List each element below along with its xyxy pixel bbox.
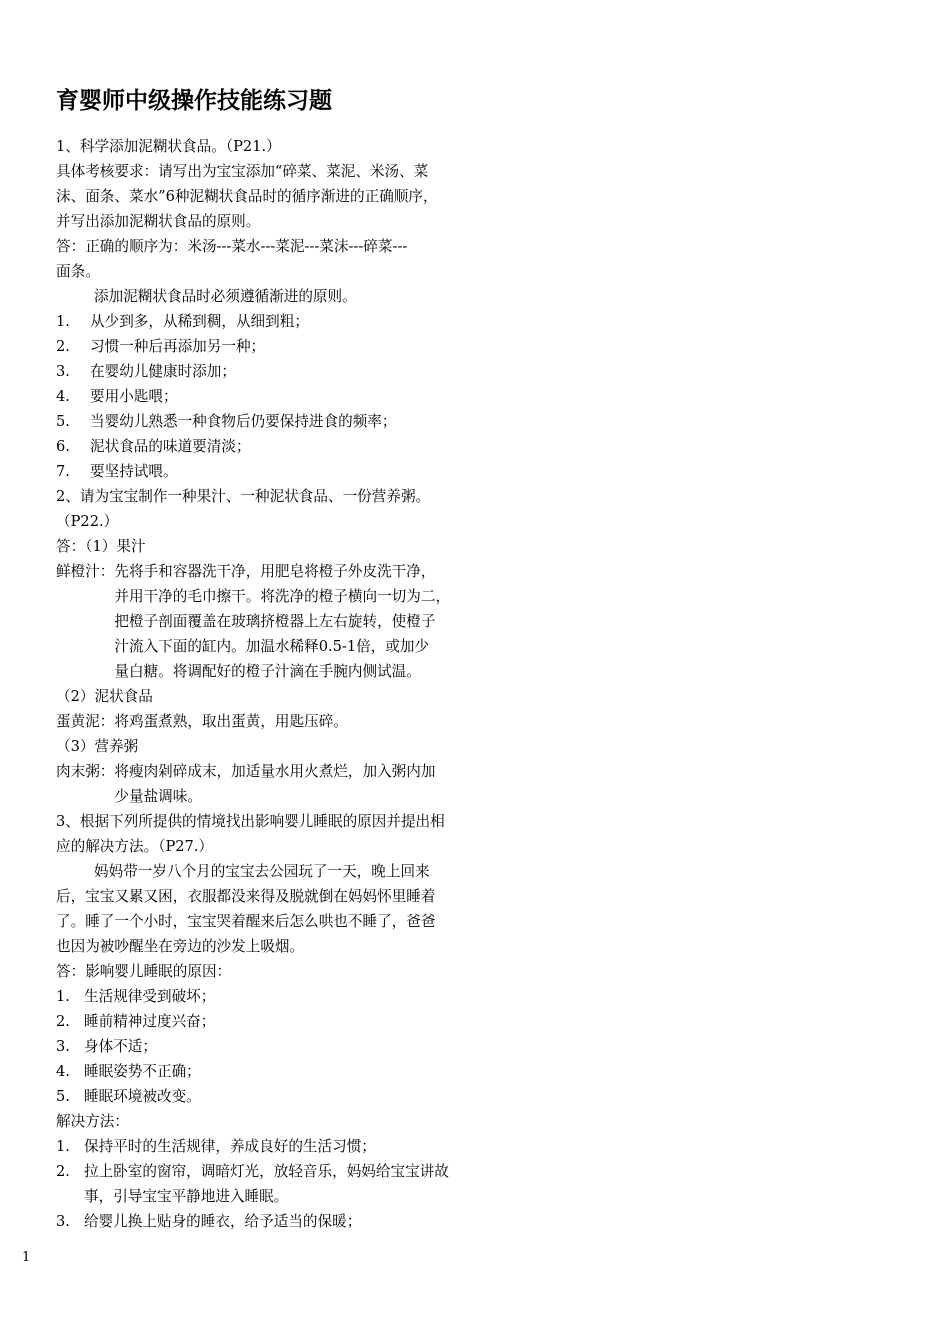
q1-heading: 1、科学添加泥糊状食品。（P21.）: [56, 138, 281, 155]
recipe-text: [114, 559, 501, 684]
q3-solution-intro: 解决方法：: [56, 1113, 129, 1130]
list-item: [56, 384, 501, 409]
list-text: 要用小匙喂；: [90, 388, 178, 405]
recipe-line: 量白糖。将调配好的橙子汁滴在手腕内侧试温。: [114, 663, 421, 680]
list-number: 1.: [56, 313, 70, 330]
q2-heading: （P22.）: [56, 513, 119, 530]
list-item: [56, 309, 501, 334]
q1-requirement-line: 沫、面条、菜水”6种泥糊状食品时的循序渐进的正确顺序，: [56, 188, 438, 205]
recipe-line: 将鸡蛋煮熟，取出蛋黄，用匙压碎。: [114, 713, 348, 730]
list-text: 睡眠姿势不正确；: [84, 1063, 201, 1080]
q2-answer-juice: 答：（1）果汁: [56, 538, 146, 555]
list-number: 2.: [56, 338, 70, 355]
list-number: 6.: [56, 438, 70, 455]
list-number: 2.: [56, 1163, 70, 1180]
recipe-label: 鲜橙汁：: [56, 563, 115, 580]
list-number: 1.: [56, 1138, 70, 1155]
list-item: [56, 1159, 501, 1209]
list-item: [56, 1009, 501, 1034]
recipe-text: [114, 759, 501, 809]
recipe-line: 将瘦肉剁碎成末，加适量水用火煮烂，加入粥内加: [114, 763, 436, 780]
recipe-line: 汁流入下面的缸内。加温水稀释0.5-1倍，或加少: [114, 638, 430, 655]
q3-scenario-line: 了。睡了一个小时，宝宝哭着醒来后怎么哄也不睡了，爸爸: [56, 913, 436, 930]
list-item: [56, 1209, 501, 1234]
recipe-line: 少量盐调味。: [114, 788, 202, 805]
list-item: [56, 1134, 501, 1159]
recipe-line: 并用干净的毛巾擦干。将洗净的橙子横向一切为二，: [114, 588, 451, 605]
q2-answer-puree: （2）泥状食品: [56, 688, 153, 705]
page-number: 1: [22, 1250, 31, 1265]
q2-heading: 2、请为宝宝制作一种果汁、一种泥状食品、一份营养粥。: [56, 488, 431, 505]
recipe-line: 先将手和容器洗干净，用肥皂将橙子外皮洗干净，: [114, 563, 436, 580]
list-item: [56, 359, 501, 384]
recipe-orange-juice: [56, 559, 501, 684]
list-text: 习惯一种后再添加另一种；: [90, 338, 266, 355]
document-body: [56, 134, 501, 1234]
list-text: 生活规律受到破坏；: [84, 988, 216, 1005]
list-item: [56, 409, 501, 434]
q3-heading: 应的解决方法。（P27.）: [56, 838, 214, 855]
list-number: 5.: [56, 1088, 70, 1105]
q1-answer-line: 面条。: [56, 263, 100, 280]
recipe-label: 肉末粥：: [56, 763, 115, 780]
page-title: 育婴师中级操作技能练习题: [56, 88, 332, 114]
recipe-label: 蛋黄泥：: [56, 713, 115, 730]
list-text: 要坚持试喂。: [90, 463, 178, 480]
recipe-egg-puree: [56, 709, 501, 734]
list-item: [56, 334, 501, 359]
list-item: [56, 434, 501, 459]
list-number: 3.: [56, 363, 70, 380]
list-text: 泥状食品的味道要清淡；: [90, 438, 251, 455]
list-item: [56, 984, 501, 1009]
list-number: 4.: [56, 388, 70, 405]
list-number: 3.: [56, 1213, 70, 1230]
list-text: 拉上卧室的窗帘，调暗灯光，放轻音乐，妈妈给宝宝讲故: [84, 1163, 449, 1180]
list-number: 4.: [56, 1063, 70, 1080]
list-number: 3.: [56, 1038, 70, 1055]
list-text: 从少到多，从稀到稠，从细到粗；: [90, 313, 309, 330]
list-text: 在婴幼儿健康时添加；: [90, 363, 236, 380]
list-text: 身体不适；: [84, 1038, 157, 1055]
q2-answer-porridge: （3）营养粥: [56, 738, 139, 755]
list-text: 睡眠环境被改变。: [84, 1088, 201, 1105]
list-text: 给婴儿换上贴身的睡衣，给予适当的保暖；: [84, 1213, 362, 1230]
list-item: [56, 1034, 501, 1059]
q1-requirement-line: 具体考核要求：请写出为宝宝添加“碎菜、菜泥、米汤、菜: [56, 163, 429, 180]
list-number: 1.: [56, 988, 70, 1005]
list-text: 当婴幼儿熟悉一种食物后仍要保持进食的频率；: [90, 413, 397, 430]
list-text: 睡前精神过度兴奋；: [84, 1013, 216, 1030]
q1-answer-line: 答：正确的顺序为：米汤---菜水---菜泥---菜沫---碎菜---: [56, 238, 408, 255]
list-number: 2.: [56, 1013, 70, 1030]
list-text: 事，引导宝宝平静地进入睡眠。: [84, 1188, 289, 1205]
recipe-line: 把橙子剖面覆盖在玻璃挤橙器上左右旋转，使橙子: [114, 613, 436, 630]
list-item: [56, 1059, 501, 1084]
q3-scenario-line: 妈妈带一岁八个月的宝宝去公园玩了一天，晚上回来: [94, 863, 430, 880]
recipe-meat-porridge: [56, 759, 501, 809]
q1-principle-intro: 添加泥糊状食品时必须遵循渐进的原则。: [94, 288, 357, 305]
list-text: 保持平时的生活规律，养成良好的生活习惯；: [84, 1138, 376, 1155]
q3-scenario-line: 后，宝宝又累又困，衣服都没来得及脱就倒在妈妈怀里睡着: [56, 888, 436, 905]
list-number: 5.: [56, 413, 70, 430]
q3-scenario-line: 也因为被吵醒坐在旁边的沙发上吸烟。: [56, 938, 305, 955]
list-item: [56, 1084, 501, 1109]
list-number: 7.: [56, 463, 70, 480]
q3-heading: 3、根据下列所提供的情境找出影响婴儿睡眠的原因并提出相: [56, 813, 445, 830]
recipe-text: [114, 709, 501, 734]
q1-requirement-line: 并写出添加泥糊状食品的原则。: [56, 213, 261, 230]
list-item: [56, 459, 501, 484]
q3-cause-intro: 答：影响婴儿睡眠的原因：: [56, 963, 232, 980]
